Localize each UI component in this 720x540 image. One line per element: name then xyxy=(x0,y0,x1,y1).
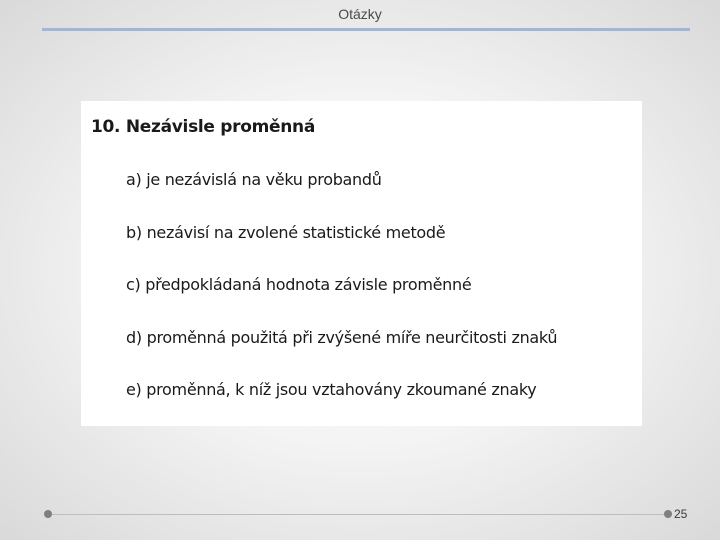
option-c: c) předpokládaná hodnota závisle proměnné xyxy=(126,275,472,294)
option-d: d) proměnná použitá při zvýšené míře neurčitosti znaků xyxy=(126,328,558,347)
option-e: e) proměnná, k níž jsou vztahovány zkoumané znaky xyxy=(126,380,537,399)
question-title: 10. Nezávisle proměnná xyxy=(91,117,316,137)
option-a: a) je nezávislá na věku probandů xyxy=(126,170,382,189)
page-number: 25 xyxy=(674,507,688,521)
footer-dot-left xyxy=(44,510,52,518)
question-panel xyxy=(81,101,642,426)
option-b: b) nezávisí na zvolené statistické metodě xyxy=(126,223,446,242)
footer-dot-right xyxy=(664,510,672,518)
header-divider xyxy=(42,28,690,31)
footer-divider xyxy=(48,514,668,515)
slide-title: Otázky xyxy=(338,6,382,22)
